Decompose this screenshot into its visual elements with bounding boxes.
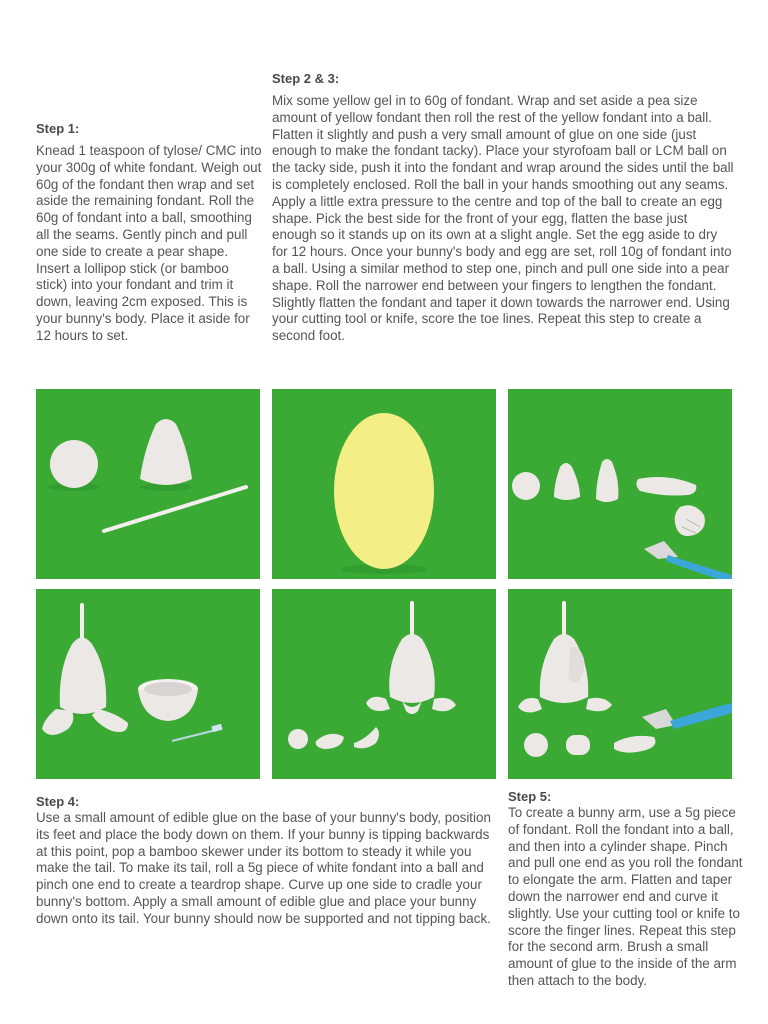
- body-tail-illustration: [272, 589, 496, 779]
- step1-text: Knead 1 teaspoon of tylose/ CMC into your 300g of white fondant. Weigh out 60g of the fondant then wrap and set aside the remaining fondant. Roll the 60g of fondant into a ball, smoothing all the seams. Gently pinch and pull one side to create a pear shape. Insert a lollipop stick (or bamboo stick) into your fondant and trim it down, leaving 2cm exposed. This is your bunny's body. Place it aside for 12 hours to set.: [36, 143, 262, 343]
- step23-text: Mix some yellow gel in to 60g of fondant. Wrap and set aside a pea size amount of yellow fondant then roll the rest of the yellow fondant into a ball. Flatten it slightly and push a very small amount of glue on one side (just enough to make the fondant tacky). Place your styrofoam ball or LCM ball on the tacky side, push it into the fondant and wrap around the sides until the ball is completely enclosed. Roll the ball in your hands smoothing out any seams. Apply a little extra pressure to the centre and top of the ball to create an egg shape. Pick the best side for the front of your egg, flatten the base just enough so it stands up on its own at a slight angle. Set the egg aside to dry for 12 hours. Once your bunny's body and egg are set, roll 10g of fondant into a ball. Using a similar method to step one, pinch and pull one side into a pear shape. Roll the narrower end between your fingers to lengthen the fondant. Slightly flatten the fondant and taper it down towards the narrower end. Using your cutting tool or knife, score the toe lines. Repeat this step to create a second foot.: [272, 93, 734, 344]
- photo-body-feet-glue: [36, 589, 260, 779]
- step5-heading: Step 5:: [508, 789, 552, 804]
- photo-body-tail: [272, 589, 496, 779]
- body-feet-glue-illustration: [36, 589, 260, 779]
- step23-heading: Step 2 & 3:: [272, 71, 340, 86]
- photo-ball-pear-stick: [36, 389, 260, 579]
- step5-text: To create a bunny arm, use a 5g piece of fondant. Roll the fondant into a ball, and then into a cylinder shape. Pinch and pull one end as you roll the fondant to elongate the arm. Flatten and taper down the narrower end and curve it slightly. Use your cutting tool or knife to score the finger lines. Repeat this step for the second arm. Brush a small amount of glue to the inside of the arm then attach to the body.: [508, 805, 743, 988]
- photo-foot-steps: [508, 389, 732, 579]
- foot-steps-illustration: [508, 389, 732, 579]
- step4-heading: Step 4:: [36, 794, 80, 809]
- ball-pear-stick-illustration: [36, 389, 260, 579]
- photo-yellow-egg: [272, 389, 496, 579]
- photo-body-arm: [508, 589, 732, 779]
- yellow-egg-illustration: [272, 389, 496, 579]
- step4-text: Use a small amount of edible glue on the base of your bunny's body, position its feet and place the body down on them. If your bunny is tipping backwards at this point, pop a bamboo skewer under its bottom to steady it while you make the tail. To make its tail, roll a 5g piece of white fondant into a ball and pinch one end to create a teardrop shape. Curve up one side to cradle your bunny's bottom. Apply a small amount of edible glue and place your bunny down onto its tail. Your bunny should now be supported and not tipping back.: [36, 810, 491, 926]
- body-arm-illustration: [508, 589, 732, 779]
- step1-heading: Step 1:: [36, 121, 80, 136]
